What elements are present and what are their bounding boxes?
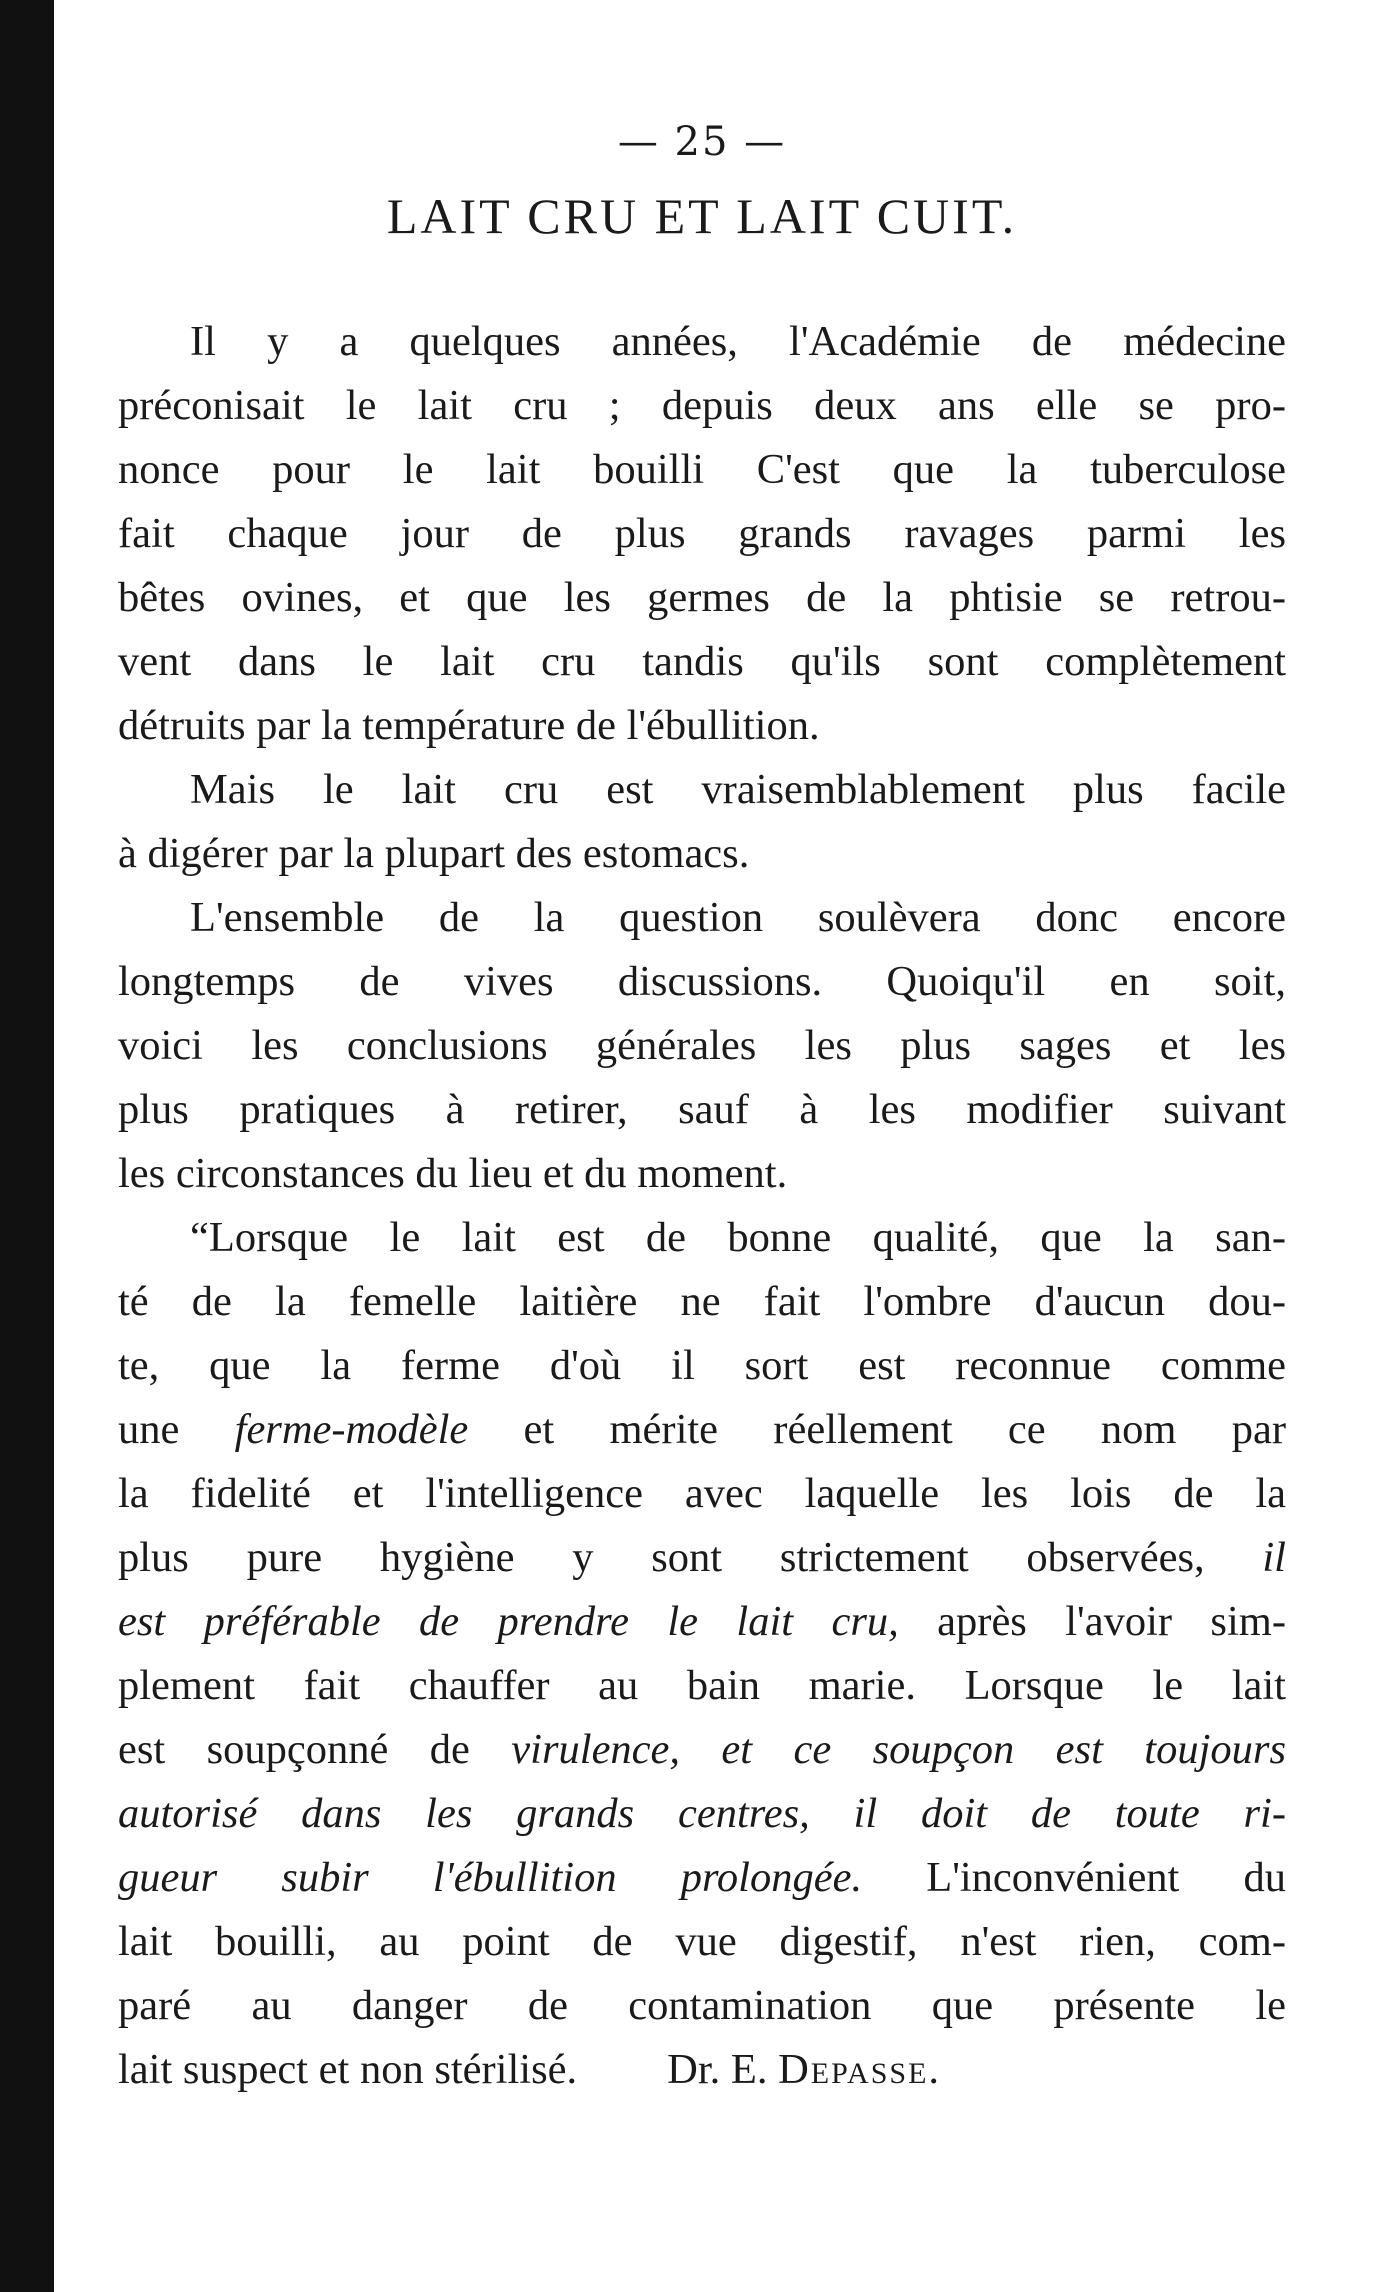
text-segment: une (118, 1406, 235, 1453)
text-line: paré au danger de contamination que présente le (118, 1982, 1286, 2029)
text-line: voici les conclusions générales les plus sages et les (118, 1022, 1286, 1069)
text-line (118, 1398, 1286, 1462)
author-name: Depasse. (778, 2046, 942, 2093)
text-line: “Lorsque le lait est de bonne qualité, que la san- (190, 1214, 1286, 1261)
text-segment: après l'avoir sim- (898, 1598, 1286, 1645)
text-line: nonce pour le lait bouilli C'est que la tuberculose (118, 446, 1286, 493)
text-line: Mais le lait cru est vraisemblablement plus facile (190, 766, 1286, 813)
paragraph-digestion (118, 758, 1286, 886)
text-line (118, 1590, 1286, 1654)
paragraph-intro (118, 310, 1286, 758)
page-title: LAIT CRU ET LAIT CUIT. (386, 188, 1018, 244)
italic-segment: gueur subir l'ébullition prolongée. (118, 1854, 863, 1901)
text-line: plement fait chauffer au bain marie. Lorsque le lait (118, 1662, 1286, 1709)
author-prefix: Dr. E. (667, 2046, 779, 2093)
text-line (118, 1718, 1286, 1782)
italic-segment: il (1262, 1534, 1286, 1581)
text-segment: et mérite réellement ce nom par (468, 1406, 1286, 1453)
paragraph-conclusions (118, 886, 1286, 1206)
text-segment: lait suspect et non stérilisé. (118, 2046, 578, 2093)
text-segment: plus pure hygiène y sont strictement observées, (118, 1534, 1263, 1581)
text-line (118, 1846, 1286, 1910)
text-line: lait bouilli, au point de vue digestif, n'est rien, com- (118, 1918, 1286, 1965)
text-line: autorisé dans les grands centres, il doit de toute ri- (118, 1790, 1286, 1837)
text-line: détruits par la température de l'ébullition. (118, 702, 820, 749)
text-line: les circonstances du lieu et du moment. (118, 1150, 788, 1197)
italic-segment: est préférable de prendre le lait cru, (118, 1598, 899, 1645)
text-line: la fidelité et l'intelligence avec laquelle les lois de la (118, 1470, 1286, 1517)
text-line: à digérer par la plupart des estomacs. (118, 830, 750, 877)
text-segment: L'inconvénient du (862, 1854, 1286, 1901)
text-line: Il y a quelques années, l'Académie de médecine (190, 318, 1286, 365)
text-line (118, 2038, 1286, 2102)
author-signature (667, 2038, 941, 2102)
text-line: vent dans le lait cru tandis qu'ils sont complètement (118, 638, 1286, 685)
book-spine-edge (0, 0, 54, 2292)
book-page (118, 120, 1286, 2102)
text-line (118, 1526, 1286, 1590)
text-line: bêtes ovines, et que les germes de la phtisie se retrou- (118, 574, 1286, 621)
italic-term: ferme-modèle (234, 1406, 469, 1453)
text-line: plus pratiques à retirer, sauf à les modifier suivant (118, 1086, 1286, 1133)
text-line: longtemps de vives discussions. Quoiqu'il en soit, (118, 958, 1286, 1005)
paragraph-quotation (118, 1206, 1286, 2102)
text-line: te, que la ferme d'où il sort est reconnue comme (118, 1342, 1286, 1389)
italic-segment: virulence, et ce soupçon est toujours (511, 1726, 1286, 1773)
text-line: L'ensemble de la question soulèvera donc encore (190, 894, 1286, 941)
text-line: té de la femelle laitière ne fait l'ombre d'aucun dou- (118, 1278, 1286, 1325)
page-number: — 25 — (617, 119, 787, 165)
text-segment: est soupçonné de (118, 1726, 512, 1773)
text-line: fait chaque jour de plus grands ravages parmi les (118, 510, 1286, 557)
text-line: préconisait le lait cru ; depuis deux ans elle se pro- (118, 382, 1286, 429)
